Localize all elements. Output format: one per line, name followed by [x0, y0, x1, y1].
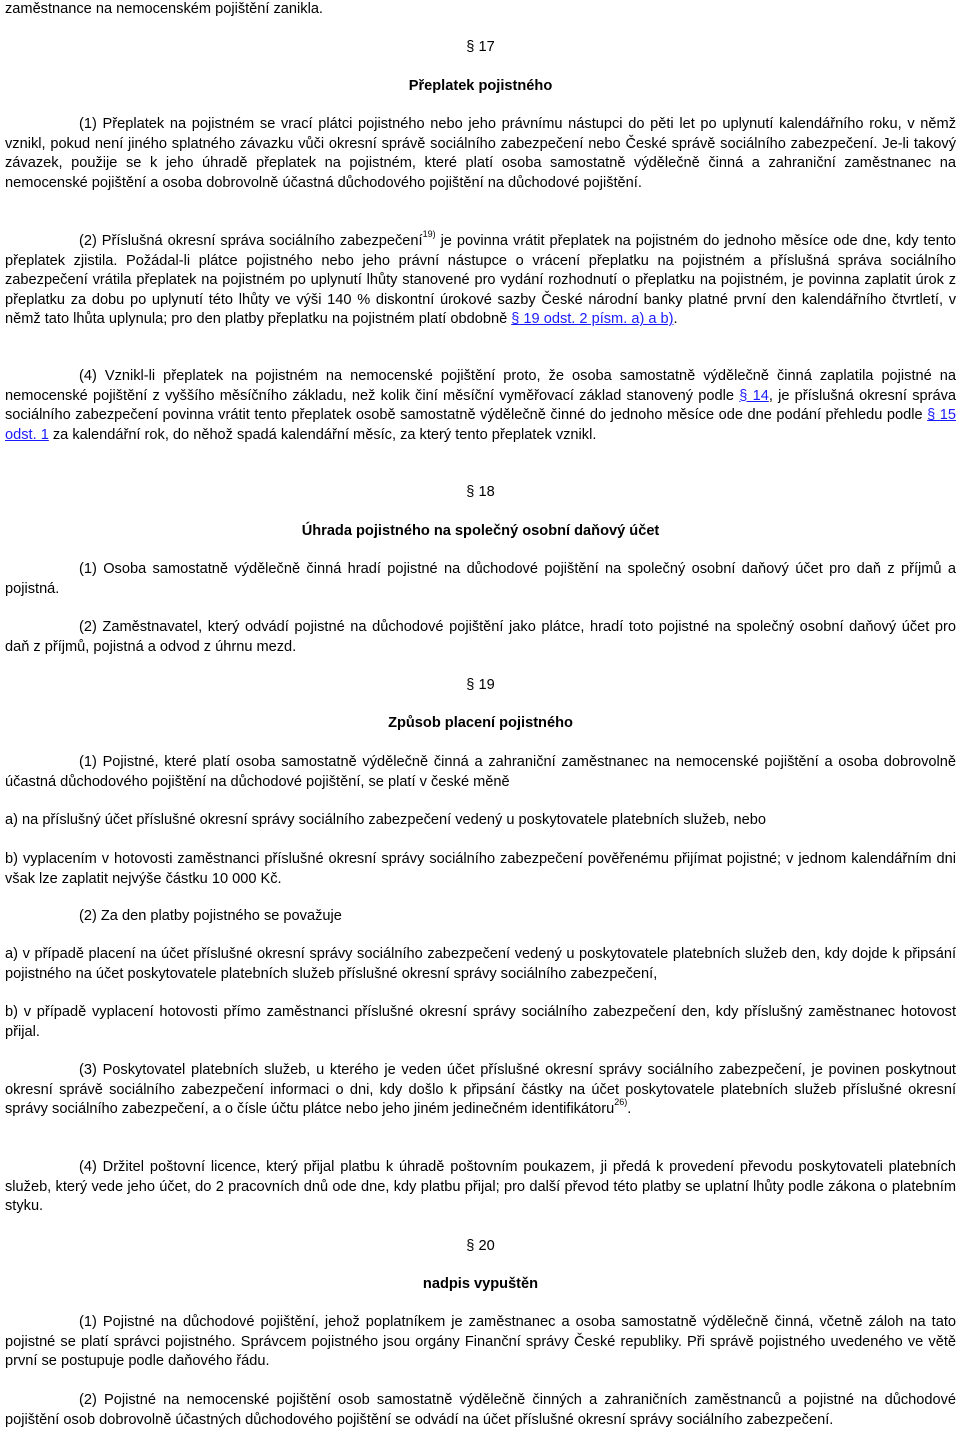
- section-17-paragraph-4: [5, 367, 956, 445]
- section-19-item-1a: a) na příslušný účet příslušné okresní správy sociálního zabezpečení vedený u poskytovatele platebních služeb, nebo: [5, 812, 766, 828]
- section-19-title: Způsob placení pojistného: [388, 715, 573, 731]
- section-18-paragraph-2: (2) Zaměstnavatel, který odvádí pojistné na důchodové pojištění jako plátce, hradí toto pojistné na společný osobní daňový účet pro daň z příjmů, pojistná a odvod z úhrnu mezd.: [5, 619, 956, 655]
- link-section-15-1[interactable]: § 15 odst. 1: [5, 407, 957, 443]
- footnote-ref-19[interactable]: 19): [422, 229, 436, 240]
- section-18-number: § 18: [466, 484, 495, 500]
- section-19-paragraph-3: [5, 1061, 956, 1120]
- section-17-paragraph-2-text-b: je povinna vrátit přeplatek na pojistném do jednoho měsíce ode dne, kdy tento přeplatek zjistila. Požádal-li plátce pojistného nebo jeho právní nástupce o vrácení přeplatku na pojistném a příslušná správa sociálního zabezpečení vrátila přeplatek na pojistném po uplynutí lhůty stanovené pro vydání rozhodnutí o přeplatku na pojistném, je povinna zaplatit úrok z přeplatku za dobu po uplynutí této lhůty ve výši 140 % diskontní úrokové sazby České národní banky platné první den kalendářního čtvrtletí, v němž tato lhůta uplynula; pro den platby přeplatku na pojistném platí obdobně: [5, 233, 956, 328]
- section-18-paragraph-1: (1) Osoba samostatně výdělečně činná hradí pojistné na důchodové pojištění na společný osobní daňový účet pro daň z příjmů a pojistná.: [5, 561, 956, 597]
- section-17-paragraph-4-text-c: za kalendářní rok, do něhož spadá kalendářní měsíc, za který tento přeplatek vznikl.: [48, 426, 597, 443]
- section-19-number: § 19: [466, 677, 495, 693]
- section-19-paragraph-2: (2) Za den platby pojistného se považuje: [79, 908, 342, 924]
- section-20-paragraph-2: (2) Pojistné na nemocenské pojištění osob samostatně výdělečně činných a zahraničních zaměstnanců a pojistné na důchodové pojištění osob dobrovolně účastných důchodového pojištění se odvádí na účet příslušné okresní správy sociálního zabezpečení.: [5, 1392, 956, 1428]
- intro-paragraph: zaměstnance na nemocenském pojištění zanikla.: [5, 1, 323, 17]
- section-17-paragraph-2-text-c: .: [673, 311, 678, 328]
- section-19-item-2a: a) v případě placení na účet příslušné okresní správy sociálního zabezpečení vedený u poskytovatele platebních služeb den, kdy dojde k připsání pojistného na účet poskytovatele platebních služeb příslušné okresní správy sociálního zabezpečení,: [5, 946, 956, 982]
- section-19-item-1b: b) vyplacením v hotovosti zaměstnanci příslušné okresní správy sociálního zabezpečení pověřenému přijímat pojistné; v jednom kalendářním dni však lze zaplatit nejvýše částku 10 000 Kč.: [5, 851, 956, 887]
- section-18-title: Úhrada pojistného na společný osobní daňový účet: [301, 523, 660, 539]
- section-17-paragraph-1: (1) Přeplatek na pojistném se vrací plátci pojistného nebo jeho právnímu nástupci do pěti let po uplynutí kalendářního roku, v němž vznikl, pokud není jiného splatného závazku vůči okresní správě sociálního zabezpečení nebo České správě sociálního zabezpečení. Je-li takový závazek, použije se k jeho úhradě přeplatek na pojistném, které platí osoba samostatně výdělečně činná a zahraniční zaměstnanec na nemocenské pojištění a osoba dobrovolně účastná důchodového pojištění na důchodové pojištění.: [5, 116, 956, 191]
- section-19-paragraph-4: (4) Držitel poštovní licence, který přijal platbu k úhradě poštovním poukazem, ji předá k provedení převodu poskytovateli platebních služeb, který vede jeho účet, do 2 pracovních dnů ode dne, kdy platbu přijal; pro další převod této platby se uplatní lhůty podle zákona o platebním styku.: [5, 1159, 956, 1215]
- section-20-paragraph-1: (1) Pojistné na důchodové pojištění, jehož poplatníkem je zaměstnanec a osoba samostatně výdělečně činná, včetně záloh na tato pojistné se platí správci pojistného. Správcem pojistného jsou orgány Finanční správy České republiky. Při správě pojistného uvedeného ve větě první se postupuje podle daňového řádu.: [5, 1314, 956, 1370]
- section-19-item-2b: b) v případě vyplacení hotovosti přímo zaměstnanci příslušné okresní správy sociálního zabezpečení den, kdy příslušný zaměstnanec hotovost přijal.: [5, 1004, 956, 1040]
- section-17-paragraph-2: [5, 229, 956, 330]
- section-19-paragraph-3-text-a: (3) Poskytovatel platebních služeb, u kterého je veden účet příslušné okresní správy sociálního zabezpečení, je povinen poskytnout okresní správě sociálního zabezpečení informaci o dni, kdy došlo k připsání částky na účet poskytovatele platebních služeb příslušné okresní správy sociálního zabezpečení, a o čísle účtu plátce nebo jeho jiném jedinečném identifikátoru: [5, 1062, 956, 1118]
- section-20-number: § 20: [466, 1238, 495, 1254]
- section-19-paragraph-3-text-b: .: [627, 1101, 632, 1118]
- section-17-paragraph-4-text-b: , je příslušná okresní správa sociálního zabezpečení povinna vrátit tento přeplatek osobě samostatně výdělečně činné do jednoho měsíce ode dne podání přehledu podle: [5, 387, 956, 424]
- section-17-paragraph-2-text-a: (2) Příslušná okresní správa sociálního zabezpečení: [79, 233, 423, 249]
- section-17-title: Přeplatek pojistného: [408, 78, 553, 94]
- footnote-ref-26[interactable]: 26): [614, 1097, 628, 1108]
- section-17-paragraph-4-text-a: (4) Vznikl-li přeplatek na pojistném na nemocenské pojištění proto, že osoba samostatně výdělečně činná zaplatila pojistné na nemocenské pojištění z vyššího měsíčního základu, než kolik činí měsíční vyměřovací základ stanovený podle: [5, 368, 956, 404]
- link-section-19-2ab[interactable]: § 19 odst. 2 písm. a) a b): [511, 311, 674, 328]
- section-17-number: § 17: [466, 39, 495, 55]
- section-20-title: nadpis vypuštěn: [422, 1276, 539, 1292]
- link-section-14[interactable]: § 14: [739, 387, 769, 404]
- section-19-paragraph-1: (1) Pojistné, které platí osoba samostatně výdělečně činná a zahraniční zaměstnanec na nemocenské pojištění a osoba dobrovolně účastná důchodového pojištění na důchodové pojištění, se platí v české měně: [5, 754, 956, 790]
